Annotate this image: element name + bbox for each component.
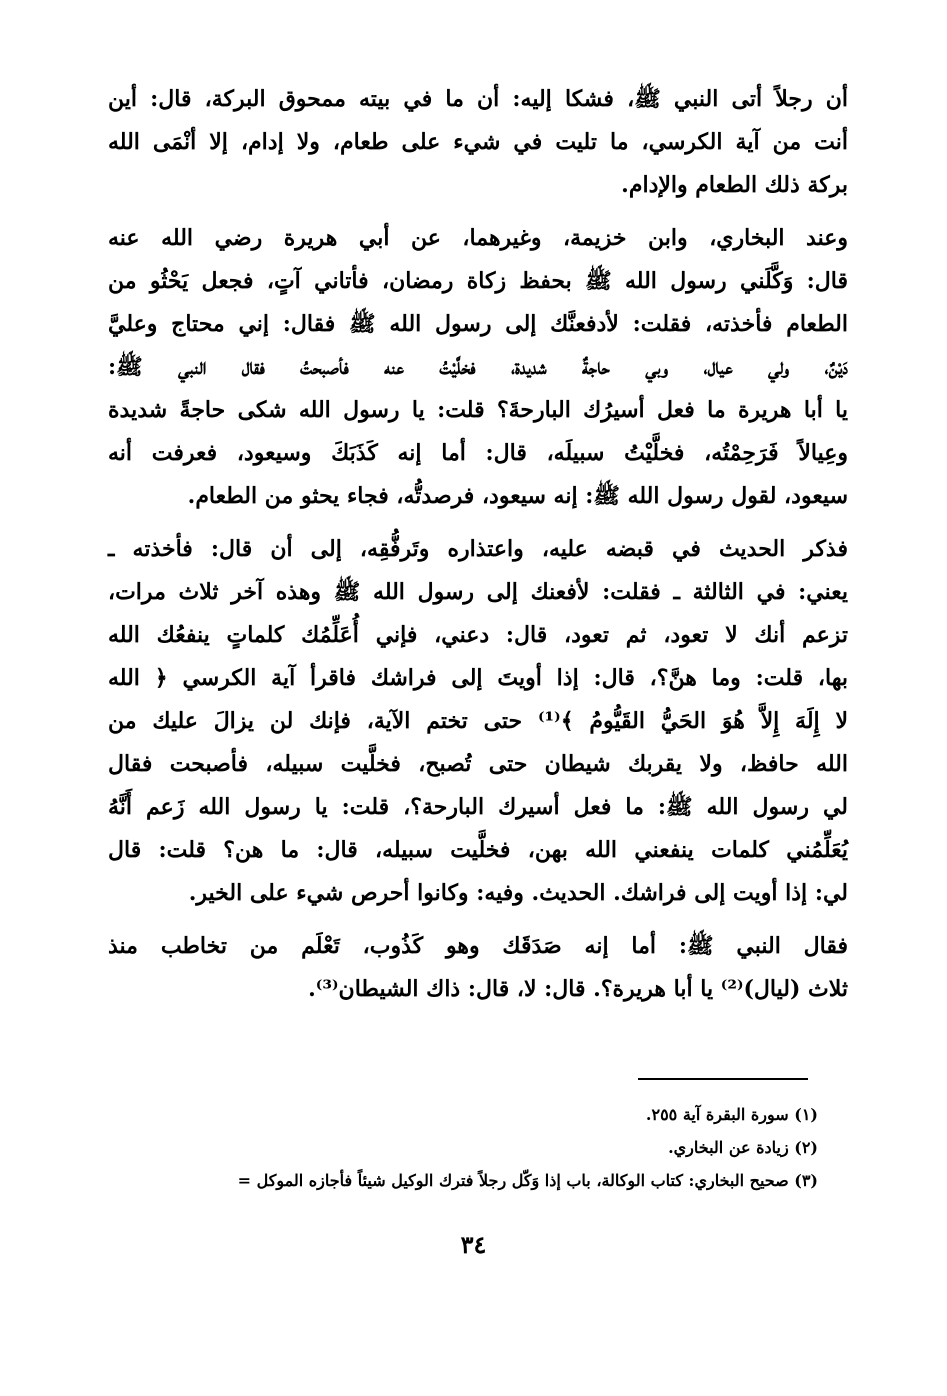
text-line: دَيْنٌ، ولي عيال، وبي حاجةٌ شديدة، فخلَّيْتُ عنه فأصبحتُ فقال النبي ﷺ: — [108, 354, 848, 380]
footnote-2: (٢) زيادة عن البخاري. — [668, 1138, 818, 1157]
text-line: فذكر الحديث في قبضه عليه، واعتذاره وتَرفُّقِه، إلى أن قال: فأخذته ـ — [108, 536, 848, 562]
text-line: وعند البخاري، وابن خزيمة، وغيرهما، عن أبي هريرة رضي الله عنه — [108, 225, 848, 251]
text-line: ثلاث (ليال)⁽²⁾ يا أبا هريرة؟. قال: لا، قال: ذاك الشيطان⁽³⁾. — [308, 976, 848, 1002]
text-line: يعني: في الثالثة ـ فقلت: لأفعنك إلى رسول الله ﷺ وهذه آخر ثلاث مرات، — [108, 579, 848, 605]
text-line: وعِيالاً فَرَحِمْتُه، فخلَّيْتُ سبيلَه، قال: أما إنه كَذَبَكَ وسيعود، فعرفت أنه — [108, 440, 848, 466]
text-line: يُعَلِّمُني كلمات ينفعني الله بهن، فخلَّيت سبيله، قال: ما هن؟ قلت: قال — [108, 837, 848, 863]
text-line: لي رسول الله ﷺ: ما فعل أسيرك البارحة؟، قلت: يا رسول الله زَعم أَنَّهُ — [108, 794, 848, 820]
text-line: فقال النبي ﷺ: أما إنه صَدَقَك وهو كَذُوب، تَعْلَم من تخاطب منذ — [108, 933, 848, 959]
paragraph-4 — [108, 925, 848, 1011]
paragraph-2 — [108, 217, 848, 518]
text-line: أن رجلاً أتى النبي ﷺ، فشكا إليه: أن ما في بيته ممحوق البركة، قال: أين — [108, 86, 848, 112]
page-number: ٣٤ — [460, 1230, 487, 1259]
text-line: بها، قلت: وما هنَّ؟، قال: إذا أويتَ إلى فراشك فاقرأ آية الكرسي ﴿ الله — [108, 665, 848, 691]
paragraph-1 — [108, 78, 848, 207]
main-text — [108, 78, 848, 1021]
text-line: يا أبا هريرة ما فعل أسيرُك البارحةَ؟ قلت: يا رسول الله شكى حاجةً شديدة — [108, 397, 848, 423]
text-line: أنت من آية الكرسي، ما تليت في شيء على طعام، ولا إدام، إلا أنْمَى الله — [108, 129, 848, 155]
text-line: بركة ذلك الطعام والإدام. — [621, 172, 848, 198]
text-line: تزعم أنك لا تعود، ثم تعود، قال: دعني، فإني أُعَلِّمُك كلماتٍ ينفعُك الله — [108, 622, 848, 648]
footnote-separator — [638, 1078, 808, 1080]
footnote-1: (١) سورة البقرة آية ٢٥٥. — [645, 1105, 818, 1124]
footnote-3: (٣) صحيح البخاري: كتاب الوكالة، باب إذا وَكّل رجلاً فترك الوكيل شيئاً فأجازه الموكل = — [237, 1171, 818, 1190]
text-line: الطعام فأخذته، فقلت: لأدفعنَّك إلى رسول الله ﷺ فقال: إني محتاج وعليَّ — [108, 311, 848, 337]
quran-verse-line: لا إِلَهَ إِلاَّ هُوَ الحَيُّ القَيُّومُ ﴾⁽¹⁾ حتى تختم الآية، فإنك لن يزالَ عليك من — [108, 708, 848, 734]
text-line: لي: إذا أويت إلى فراشك. الحديث. وفيه: وكانوا أحرص شيء على الخير. — [188, 880, 848, 906]
text-line: سيعود، لقول رسول الله ﷺ: إنه سيعود، فرصدتُّه، فجاء يحثو من الطعام. — [187, 483, 848, 509]
paragraph-3 — [108, 528, 848, 915]
text-line: قال: وَكَّلَني رسول الله ﷺ بحفظ زكاة رمضان، فأتاني آتٍ، فجعل يَحْثُو من — [108, 268, 848, 294]
footnotes — [100, 1098, 818, 1197]
text-line: الله حافظ، ولا يقربك شيطان حتى تُصبح، فخلَّيت سبيله، فأصبحت فقال — [108, 751, 848, 777]
